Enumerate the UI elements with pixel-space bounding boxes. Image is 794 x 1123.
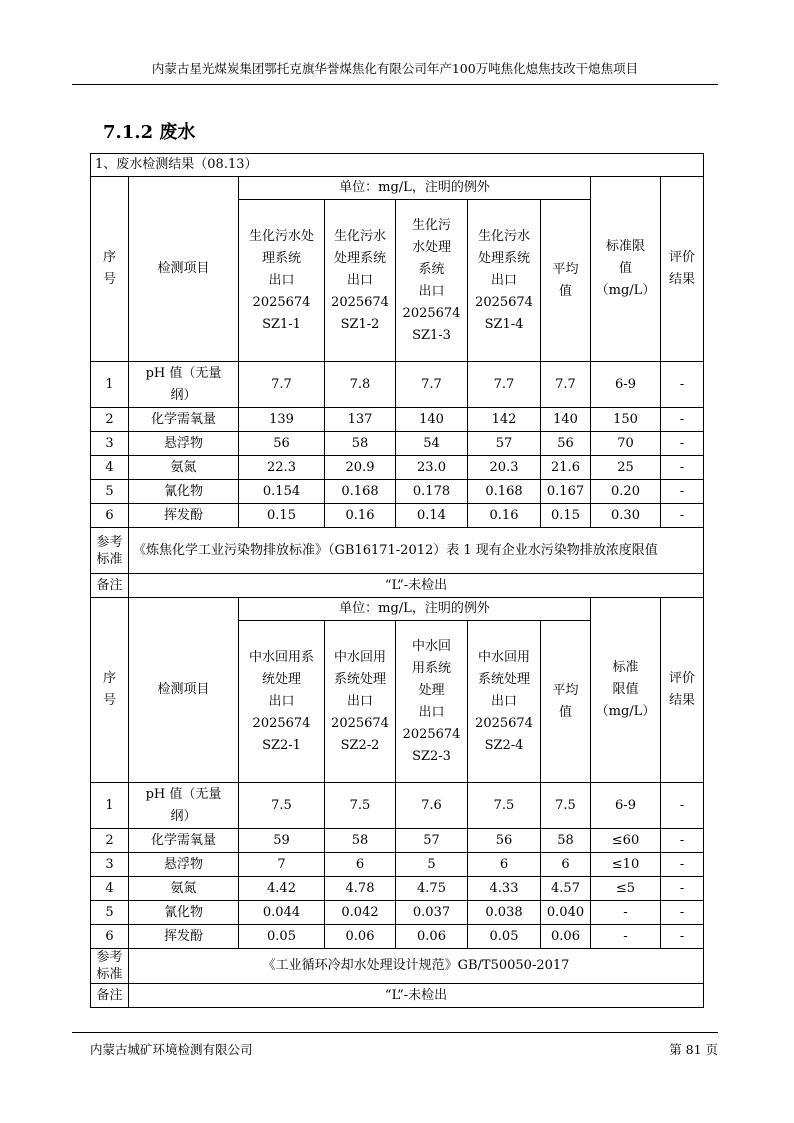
cell-line: 平均 (552, 261, 579, 277)
row-number: 1 (91, 783, 129, 829)
row-item (129, 408, 239, 432)
cell-line: 处理系统 (333, 250, 386, 266)
cell-line: SZ2-1 (262, 737, 301, 753)
row-average: 58 (541, 829, 591, 853)
table-row (91, 901, 704, 925)
row-evaluation: - (661, 829, 704, 853)
row-number: 2 (91, 408, 129, 432)
table-row (91, 877, 704, 901)
cell-line: 号 (102, 272, 116, 287)
table-row (91, 504, 704, 528)
cell-line: 标准 (612, 660, 639, 675)
cell-line: SZ2-3 (412, 748, 451, 764)
row-average: 7.5 (541, 783, 591, 829)
row-value: 7.5 (239, 783, 325, 829)
row-value: 6 (325, 853, 396, 877)
table-row (91, 984, 704, 1008)
cell-line: 2025674 (475, 715, 533, 731)
header-divider (72, 84, 718, 85)
row-item (129, 829, 239, 853)
row-value: 0.15 (239, 504, 325, 528)
cell-line: 出口 (346, 693, 373, 709)
row-number: 5 (91, 480, 129, 504)
cell-line: 生化污水 (477, 228, 530, 244)
row-average: 7.7 (541, 362, 591, 408)
unit-note: 单位：mg/L，注明的例外 (239, 177, 591, 200)
cell-line: 结果 (669, 272, 696, 287)
cell-line: 系统处理 (477, 671, 530, 687)
cell-line: 氨氮 (170, 459, 197, 475)
row-value: 59 (239, 829, 325, 853)
cell-line: 标准限 (605, 239, 645, 254)
row-value: 0.14 (396, 504, 468, 528)
remark-text: “L”-未检出 (129, 574, 704, 598)
cell-line: 悬浮物 (163, 856, 203, 872)
cell-line: 系统 (418, 261, 445, 277)
row-evaluation: - (661, 877, 704, 901)
row-value: 20.9 (325, 456, 396, 480)
row-value: 0.05 (239, 925, 325, 949)
cell-line: SZ1-1 (262, 316, 301, 332)
row-value: 7.7 (396, 362, 468, 408)
row-value: 54 (396, 432, 468, 456)
cell-line: 系统处理 (333, 671, 386, 687)
header-average (541, 621, 591, 783)
table-row (91, 408, 704, 432)
cell-line: 中水回用 (333, 649, 386, 665)
cell-line: 处理系统 (477, 250, 530, 266)
row-value: 0.168 (468, 480, 541, 504)
row-value: 0.038 (468, 901, 541, 925)
remark-text: “L”-未检出 (129, 984, 704, 1008)
table-row (91, 177, 704, 200)
header-sample-2 (325, 200, 396, 362)
cell-line: 化学需氧量 (150, 411, 216, 427)
cell-line: 出口 (268, 693, 295, 709)
row-value: 0.042 (325, 901, 396, 925)
row-evaluation: - (661, 432, 704, 456)
cell-line: 2025674 (252, 294, 311, 310)
row-number: 6 (91, 925, 129, 949)
row-evaluation: - (661, 925, 704, 949)
row-standard: - (591, 925, 661, 949)
cell-line: 化学需氧量 (150, 832, 216, 848)
header-seq (91, 177, 129, 362)
cell-line: 标准 (96, 551, 123, 567)
row-standard: 25 (591, 456, 661, 480)
cell-line: 2025674 (331, 715, 389, 731)
row-value: 56 (468, 829, 541, 853)
row-average: 56 (541, 432, 591, 456)
row-item (129, 362, 239, 408)
row-value: 0.178 (396, 480, 468, 504)
row-number: 4 (91, 456, 129, 480)
cell-line: 标准 (96, 967, 123, 982)
row-standard: ≤5 (591, 877, 661, 901)
table-row (91, 783, 704, 829)
cell-line: 出口 (346, 272, 373, 288)
cell-line: 值 (558, 704, 572, 720)
row-number: 5 (91, 901, 129, 925)
remark-label: 备注 (91, 574, 129, 598)
reference-standard: 《工业循环冷却水处理设计规范》GB/T50050-2017 (129, 949, 704, 984)
cell-line: 评价 (669, 250, 696, 265)
row-item (129, 432, 239, 456)
row-item (129, 853, 239, 877)
table-row (91, 362, 704, 408)
row-standard: ≤10 (591, 853, 661, 877)
cell-line: 中水回 (411, 638, 451, 654)
row-number: 3 (91, 432, 129, 456)
cell-line: 2025674 (402, 726, 461, 742)
header-sample-4 (468, 621, 541, 783)
row-standard: 6-9 (591, 783, 661, 829)
cell-line: SZ2-4 (484, 737, 524, 753)
row-value: 4.75 (396, 877, 468, 901)
cell-line: 出口 (418, 283, 445, 299)
cell-line: 出口 (490, 272, 517, 288)
row-average: 6 (541, 853, 591, 877)
row-value: 23.0 (396, 456, 468, 480)
row-value: 7.8 (325, 362, 396, 408)
cell-line: 用系统 (411, 660, 451, 676)
cell-line: 氰化物 (163, 483, 203, 499)
cell-line: 生化污 (411, 217, 451, 233)
table-row (91, 456, 704, 480)
row-value: 7.7 (468, 362, 541, 408)
cell-line: 2025674 (402, 305, 461, 321)
cell-line: （mg/L） (595, 704, 656, 719)
cell-line: 值 (618, 261, 632, 276)
row-average: 21.6 (541, 456, 591, 480)
row-average: 0.15 (541, 504, 591, 528)
row-item (129, 877, 239, 901)
row-standard: - (591, 901, 661, 925)
table-row (91, 949, 704, 984)
cell-line: 悬浮物 (163, 435, 203, 451)
row-evaluation: - (661, 456, 704, 480)
row-average: 0.040 (541, 901, 591, 925)
table-row (91, 528, 704, 574)
header-item: 检测项目 (129, 177, 239, 362)
unit-note: 单位：mg/L，注明的例外 (239, 598, 591, 621)
footer-page-number: 第 81 页 (669, 1042, 718, 1057)
row-value: 7.5 (468, 783, 541, 829)
row-value: 0.06 (396, 925, 468, 949)
reference-standard: 《炼焦化学工业污染物排放标准》（GB16171-2012）表 1 现有企业水污染物排放浓度限值 (129, 528, 704, 574)
cell-line: SZ1-2 (340, 316, 380, 332)
row-item (129, 456, 239, 480)
row-value: 139 (239, 408, 325, 432)
row-number: 4 (91, 877, 129, 901)
row-evaluation: - (661, 362, 704, 408)
row-standard: 150 (591, 408, 661, 432)
cell-line: 序 (102, 671, 116, 686)
header-seq (91, 598, 129, 783)
cell-line: SZ1-3 (412, 327, 451, 343)
header-sample-3 (396, 200, 468, 362)
row-evaluation: - (661, 783, 704, 829)
row-value: 0.044 (239, 901, 325, 925)
row-value: 0.037 (396, 901, 468, 925)
row-average: 0.167 (541, 480, 591, 504)
cell-line: 号 (102, 693, 116, 708)
cell-line: 结果 (669, 693, 696, 708)
row-average: 4.57 (541, 877, 591, 901)
row-value: 4.42 (239, 877, 325, 901)
row-evaluation: - (661, 408, 704, 432)
cell-line: 纲） (170, 808, 197, 824)
cell-line: 理系统 (261, 250, 301, 266)
row-average: 140 (541, 408, 591, 432)
wastewater-results-table (90, 153, 704, 1008)
table-row (91, 598, 704, 621)
cell-line: 出口 (418, 704, 445, 720)
row-item (129, 480, 239, 504)
table-row (91, 480, 704, 504)
row-standard: 0.30 (591, 504, 661, 528)
row-value: 0.168 (325, 480, 396, 504)
remark-label: 备注 (91, 984, 129, 1008)
cell-line: 挥发酚 (163, 928, 203, 944)
row-item (129, 901, 239, 925)
reference-label (91, 528, 129, 574)
cell-line: 生化污水 (333, 228, 386, 244)
row-value: 57 (468, 432, 541, 456)
cell-line: （mg/L） (595, 283, 656, 298)
row-average: 0.06 (541, 925, 591, 949)
row-value: 6 (468, 853, 541, 877)
cell-line: 挥发酚 (163, 507, 203, 523)
header-evaluation (661, 598, 704, 783)
cell-line: 氰化物 (163, 904, 203, 920)
header-evaluation (661, 177, 704, 362)
table-caption: 1、废水检测结果（08.13） (91, 154, 704, 177)
cell-line: 处理 (418, 682, 445, 698)
row-value: 0.05 (468, 925, 541, 949)
cell-line: 纲） (170, 387, 197, 403)
table-row (91, 925, 704, 949)
cell-line: 值 (558, 283, 572, 299)
cell-line: 水处理 (411, 239, 451, 255)
footer-divider (72, 1032, 718, 1033)
row-value: 140 (396, 408, 468, 432)
row-value: 142 (468, 408, 541, 432)
row-value: 57 (396, 829, 468, 853)
table-row (91, 574, 704, 598)
row-number: 6 (91, 504, 129, 528)
cell-line: 参考 (96, 950, 123, 965)
row-value: 58 (325, 829, 396, 853)
header-item: 检测项目 (129, 598, 239, 783)
cell-line: 平均 (552, 682, 579, 698)
row-value: 20.3 (468, 456, 541, 480)
table-row (91, 154, 704, 177)
row-evaluation: - (661, 480, 704, 504)
cell-line: pH 值（无量 (145, 786, 222, 802)
row-value: 4.33 (468, 877, 541, 901)
section-title: 7.1.2 废水 (103, 122, 196, 143)
row-number: 2 (91, 829, 129, 853)
row-value: 0.06 (325, 925, 396, 949)
cell-line: 出口 (490, 693, 517, 709)
page-header: 内蒙古星光煤炭集团鄂托克旗华誉煤焦化有限公司年产100万吨焦化熄焦技改干熄焦项目 (151, 61, 639, 76)
row-value: 56 (239, 432, 325, 456)
row-standard: 6-9 (591, 362, 661, 408)
cell-line: 参考 (96, 534, 123, 550)
cell-line: 中水回用 (477, 649, 530, 665)
row-value: 7.6 (396, 783, 468, 829)
table-row (91, 829, 704, 853)
row-standard: 70 (591, 432, 661, 456)
row-value: 7.5 (325, 783, 396, 829)
header-sample-1 (239, 200, 325, 362)
cell-line: 生化污水处 (248, 228, 314, 244)
cell-line: 统处理 (261, 671, 301, 687)
row-number: 3 (91, 853, 129, 877)
header-sample-2 (325, 621, 396, 783)
cell-line: SZ2-2 (340, 737, 380, 753)
row-evaluation: - (661, 901, 704, 925)
cell-line: 中水回用系 (248, 649, 314, 665)
row-item (129, 504, 239, 528)
row-value: 137 (325, 408, 396, 432)
header-sample-3 (396, 621, 468, 783)
row-item (129, 783, 239, 829)
row-evaluation: - (661, 853, 704, 877)
cell-line: 2025674 (475, 294, 533, 310)
cell-line: 2025674 (252, 715, 311, 731)
row-value: 58 (325, 432, 396, 456)
row-item (129, 925, 239, 949)
row-value: 0.16 (468, 504, 541, 528)
cell-line: 评价 (669, 671, 696, 686)
cell-line: 氨氮 (170, 880, 197, 896)
row-value: 7.7 (239, 362, 325, 408)
header-standard-limit (591, 598, 661, 783)
row-number: 1 (91, 362, 129, 408)
row-value: 4.78 (325, 877, 396, 901)
header-sample-1 (239, 621, 325, 783)
cell-line: 出口 (268, 272, 295, 288)
cell-line: 2025674 (331, 294, 389, 310)
row-value: 7 (239, 853, 325, 877)
cell-line: 序 (102, 250, 116, 265)
header-sample-4 (468, 200, 541, 362)
table-row (91, 432, 704, 456)
row-value: 5 (396, 853, 468, 877)
header-standard-limit (591, 177, 661, 362)
row-value: 0.154 (239, 480, 325, 504)
table-row (91, 853, 704, 877)
row-value: 0.16 (325, 504, 396, 528)
footer-company: 内蒙古城矿环境检测有限公司 (90, 1042, 253, 1057)
cell-line: pH 值（无量 (145, 365, 222, 381)
row-value: 22.3 (239, 456, 325, 480)
cell-line: SZ1-4 (484, 316, 524, 332)
reference-label (91, 949, 129, 984)
row-standard: ≤60 (591, 829, 661, 853)
row-standard: 0.20 (591, 480, 661, 504)
row-evaluation: - (661, 504, 704, 528)
cell-line: 限值 (612, 682, 639, 697)
header-average (541, 200, 591, 362)
